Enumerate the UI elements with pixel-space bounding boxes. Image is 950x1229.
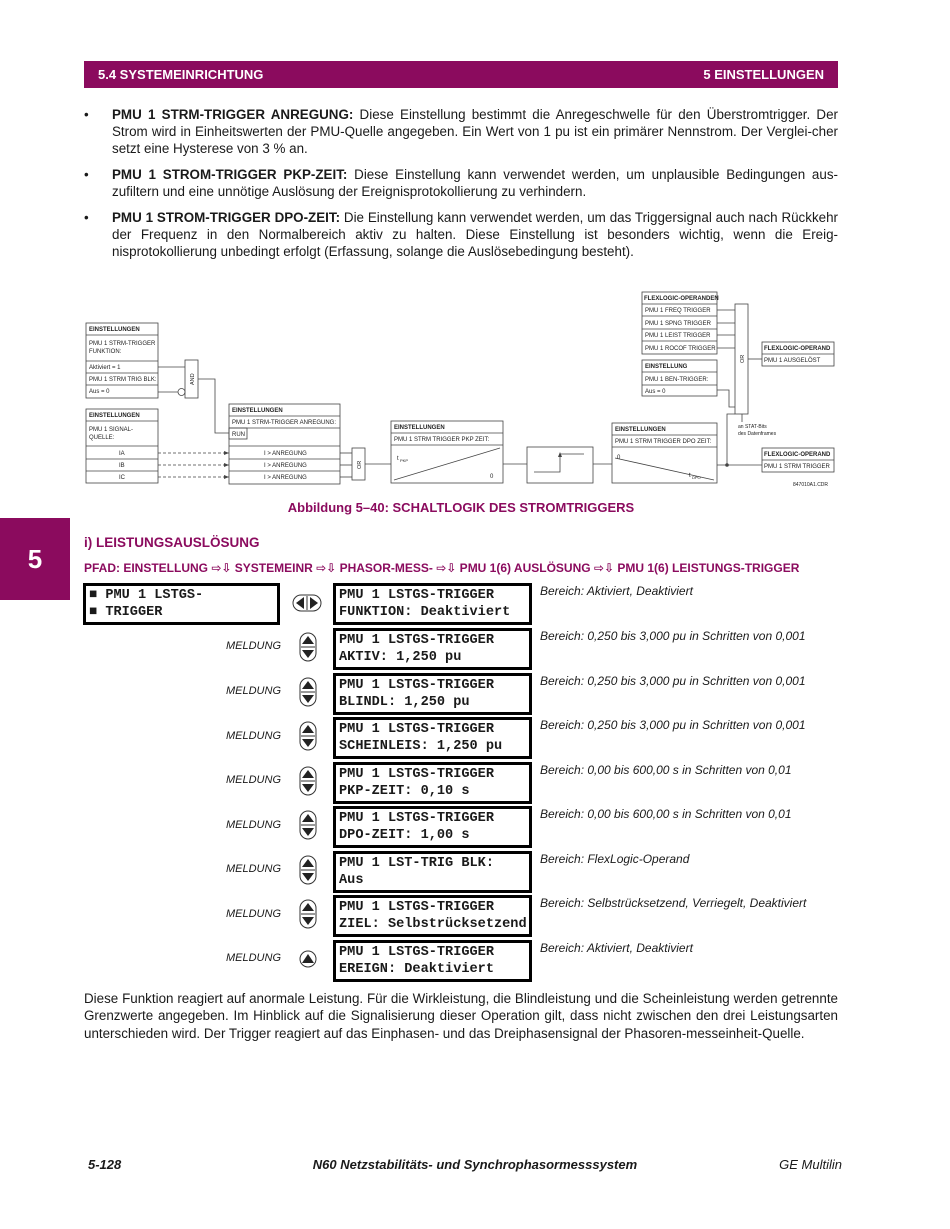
bullet-text: PMU 1 STRM-TRIGGER ANREGUNG: Diese Einstellung bestimmt die Anregeschwelle für den Überstromtrigger. Der Strom wird in Einheitswerten der PMU-Quelle angegeben. Ein Wert von 1 pu ist ein primärer Nennstrom. Der Verglei-cher setzt eine Hysterese von 3 % an. — [112, 107, 839, 156]
meldung-label: MELDUNG — [226, 730, 282, 742]
setting-line1: PMU 1 LSTGS-TRIGGER — [339, 678, 494, 693]
up-down-arrows-icon[interactable] — [299, 677, 317, 707]
up-down-arrows-icon[interactable] — [299, 766, 317, 796]
d-einst1-title: EINSTELLUNGEN — [89, 327, 140, 333]
d-einst2-ic: IC — [119, 475, 125, 481]
d-flex2-l1: PMU 1 AUSGELÖST — [764, 358, 821, 364]
d-einst4-l1: PMU 1 STRM TRIGGER PKP ZEIT: — [394, 437, 490, 443]
d-stat-2: des Datenframes — [738, 431, 777, 437]
meldung-label: MELDUNG — [226, 863, 282, 875]
section-header-bar — [84, 61, 838, 88]
setting-line1: PMU 1 LSTGS-TRIGGER — [339, 722, 494, 737]
d-einst4-title: EINSTELLUNGEN — [394, 425, 445, 431]
d-einst1-l3: Aktiviert = 1 — [89, 365, 121, 371]
bullet-text: PMU 1 STROM-TRIGGER DPO-ZEIT: Die Einstellung kann verwendet werden, um das Triggersignal auch nach Rückkehr der Frequenz in den Normalbereich aktiv zu halten. Diese Einstellung ist besonders wichtig, wenn die Ereig-nisprotokollierung unbedingt erfolgt (Erfassung, solange die Auslösebedingung besteht). — [112, 210, 838, 259]
meldung-label: MELDUNG — [226, 819, 282, 831]
up-arrow-icon[interactable] — [299, 950, 317, 968]
d-flex1-o2: PMU 1 SPNG TRIGGER — [645, 321, 711, 327]
chapter-tab: 5 — [0, 518, 70, 600]
setting-line1: PMU 1 LSTGS-TRIGGER — [339, 900, 494, 915]
setting-display-apparent[interactable] — [333, 717, 532, 759]
bullet-dot: • — [84, 167, 89, 182]
setting-range: Bereich: Aktiviert, Deaktiviert — [540, 584, 693, 598]
section-header-left: 5.4 SYSTEMEINRICHTUNG — [98, 67, 264, 82]
menu-header-line1: ■ PMU 1 LSTGS- — [89, 588, 204, 603]
d-or-label: OR — [357, 460, 363, 469]
setting-line2: SCHEINLEIS: 1,250 pu — [339, 739, 503, 754]
section-title: i) LEISTUNGSAUSLÖSUNG — [84, 535, 260, 550]
setting-display-target[interactable] — [333, 895, 532, 937]
setting-line1: PMU 1 LSTGS-TRIGGER — [339, 811, 494, 826]
d-code: 847010A1.CDR — [793, 482, 829, 488]
setting-range: Bereich: FlexLogic-Operand — [540, 852, 690, 866]
setting-range: Bereich: 0,250 bis 3,000 pu in Schritten von 0,001 — [540, 674, 806, 688]
setting-display-function[interactable] — [333, 583, 532, 625]
d-einst6-title: EINSTELLUNG — [645, 364, 688, 370]
d-flex1-o1: PMU 1 FREQ TRIGGER — [645, 308, 711, 314]
d-and-label: AND — [190, 373, 196, 385]
closing-paragraph: Diese Funktion reagiert auf anormale Leistung. Für die Wirkleistung, die Blindleistung und die Scheinleistung werden getrennte Grenzwerte angegeben. Im Hinblick auf die Signalisierung dieser Operation gilt, dass nicht zwischen den drei Leistungsarten unterschieden wird. Der Trigger reagiert auf das Einphasen- und das Dreiphasensignal der Phasoren-messeinheit-Quelle. — [84, 991, 838, 1041]
setting-line2: DPO-ZEIT: 1,00 s — [339, 828, 470, 843]
d-einst3-a3: I > ANREGUNG — [264, 475, 307, 481]
d-einst4-zero: 0 — [490, 474, 494, 480]
d-einst5-title: EINSTELLUNGEN — [615, 427, 666, 433]
up-down-arrows-icon[interactable] — [299, 810, 317, 840]
setting-line2: FUNKTION: Deaktiviert — [339, 605, 511, 620]
setting-display-block[interactable] — [333, 851, 532, 893]
d-flex3-l1: PMU 1 STRM TRIGGER — [764, 464, 830, 470]
setting-display-pkp-time[interactable] — [333, 762, 532, 804]
setting-display-events[interactable] — [333, 940, 532, 982]
bullet-item — [84, 209, 838, 260]
setting-line1: PMU 1 LSTGS-TRIGGER — [339, 945, 494, 960]
setting-range: Bereich: 0,250 bis 3,000 pu in Schritten von 0,001 — [540, 718, 806, 732]
d-einst3-title: EINSTELLUNGEN — [232, 408, 283, 414]
setting-line2: ZIEL: Selbstrücksetzend — [339, 917, 527, 932]
d-einst2-l2: QUELLE: — [89, 435, 115, 441]
setting-line1: PMU 1 LSTGS-TRIGGER — [339, 633, 494, 648]
setting-line2: BLINDL: 1,250 pu — [339, 695, 470, 710]
setting-display-active[interactable] — [333, 628, 532, 670]
d-flex1-o4: PMU 1 ROCOF TRIGGER — [645, 346, 716, 352]
d-einst1-l2: FUNKTION: — [89, 349, 122, 355]
d-einst1-l1: PMU 1 STRM-TRIGGER — [89, 341, 156, 347]
d-einst3-a2: I > ANREGUNG — [264, 463, 307, 469]
setting-line2: Aus — [339, 873, 364, 888]
d-einst5-tsub: DPO — [692, 475, 701, 480]
up-down-arrows-icon[interactable] — [299, 855, 317, 885]
bullet-item — [84, 106, 838, 157]
meldung-label: MELDUNG — [226, 774, 282, 786]
bullet-list — [84, 106, 838, 269]
d-einst4-t: t — [397, 456, 399, 462]
setting-line1: PMU 1 LSTGS-TRIGGER — [339, 767, 494, 782]
up-down-arrows-icon[interactable] — [299, 721, 317, 751]
setting-line2: AKTIV: 1,250 pu — [339, 650, 462, 665]
d-einst5-zero: 0 — [617, 455, 621, 461]
setting-range: Bereich: Selbstrücksetzend, Verriegelt, Deaktiviert — [540, 896, 807, 910]
d-einst1-l4: PMU 1 STRM TRIG BLK: — [89, 377, 157, 383]
setting-range: Bereich: 0,250 bis 3,000 pu in Schritten von 0,001 — [540, 629, 806, 643]
meldung-label: MELDUNG — [226, 908, 282, 920]
d-einst2-ia: IA — [119, 451, 125, 457]
menu-header-line2: ■ TRIGGER — [89, 605, 163, 620]
setting-display-reactive[interactable] — [333, 673, 532, 715]
setting-range: Bereich: 0,00 bis 600,00 s in Schritten von 0,01 — [540, 763, 792, 777]
footer-company: GE Multilin — [779, 1157, 842, 1172]
setting-display-dpo-time[interactable] — [333, 806, 532, 848]
d-einst2-l1: PMU 1 SIGNAL- — [89, 427, 134, 433]
bullet-item — [84, 166, 838, 200]
d-einst6-l1: PMU 1 BEN-TRIGGER: — [645, 377, 709, 383]
section-header-right: 5 EINSTELLUNGEN — [703, 67, 824, 82]
d-flex2-title: FLEXLOGIC-OPERAND — [764, 346, 831, 352]
d-or2-label: OR — [740, 354, 746, 363]
d-einst4-tsub: PKP — [400, 458, 409, 463]
d-stat-1: an STAT-Bits — [738, 424, 767, 430]
d-einst6-l2: Aus = 0 — [645, 389, 666, 395]
page-number: 5-128 — [88, 1157, 122, 1172]
d-flex3-title: FLEXLOGIC-OPERAND — [764, 452, 831, 458]
bullet-dot: • — [84, 210, 89, 225]
d-einst2-ib: IB — [119, 463, 125, 469]
d-einst2-title: EINSTELLUNGEN — [89, 413, 140, 419]
footer-title: N60 Netzstabilitäts- und Synchrophasormesssystem — [312, 1157, 638, 1172]
d-einst3-run: RUN — [232, 432, 245, 438]
setting-line1: PMU 1 LSTGS-TRIGGER — [339, 588, 494, 603]
bullet-text: PMU 1 STROM-TRIGGER PKP-ZEIT: Diese Einstellung kann verwendet werden, um unplausible Bedingungen aus-zufiltern und eine unnötige Auslösung der Ereignisprotokollierung zu verhindern. — [112, 167, 838, 199]
meldung-label: MELDUNG — [226, 685, 282, 697]
d-einst5-t: t — [689, 473, 691, 479]
setting-line2: PKP-ZEIT: 0,10 s — [339, 784, 470, 799]
menu-header-display[interactable] — [83, 583, 280, 625]
figure-caption: Abbildung 5–40: SCHALTLOGIK DES STROMTRIGGERS — [287, 500, 635, 515]
meldung-label: MELDUNG — [226, 640, 282, 652]
up-down-arrows-icon[interactable] — [299, 632, 317, 662]
d-einst5-l1: PMU 1 STRM TRIGGER DPO ZEIT: — [615, 439, 712, 445]
bullet-dot: • — [84, 107, 89, 122]
setting-line2: EREIGN: Deaktiviert — [339, 962, 494, 977]
setting-line1: PMU 1 LST-TRIG BLK: — [339, 856, 494, 871]
logic-diagram — [84, 288, 840, 492]
up-down-arrows-icon[interactable] — [299, 899, 317, 929]
d-flex1-title: FLEXLOGIC-OPERANDEN — [644, 296, 719, 302]
left-right-arrows-icon[interactable] — [292, 594, 322, 612]
setting-range: Bereich: 0,00 bis 600,00 s in Schritten von 0,01 — [540, 807, 792, 821]
menu-path: PFAD: EINSTELLUNG ⇨⇩ SYSTEMEINR ⇨⇩ PHASOR-MESS- ⇨⇩ PMU 1(6) AUSLÖSUNG ⇨⇩ PMU 1(6) LEISTUNGS-TRIGGER — [84, 561, 800, 575]
d-flex1-o3: PMU 1 LEIST TRIGGER — [645, 333, 711, 339]
d-einst3-l1: PMU 1 STRM-TRIGGER ANREGUNG: — [232, 420, 337, 426]
meldung-label: MELDUNG — [226, 952, 282, 964]
setting-range: Bereich: Aktiviert, Deaktiviert — [540, 941, 693, 955]
d-einst1-l5: Aus = 0 — [89, 389, 110, 395]
d-einst3-a1: I > ANREGUNG — [264, 451, 307, 457]
